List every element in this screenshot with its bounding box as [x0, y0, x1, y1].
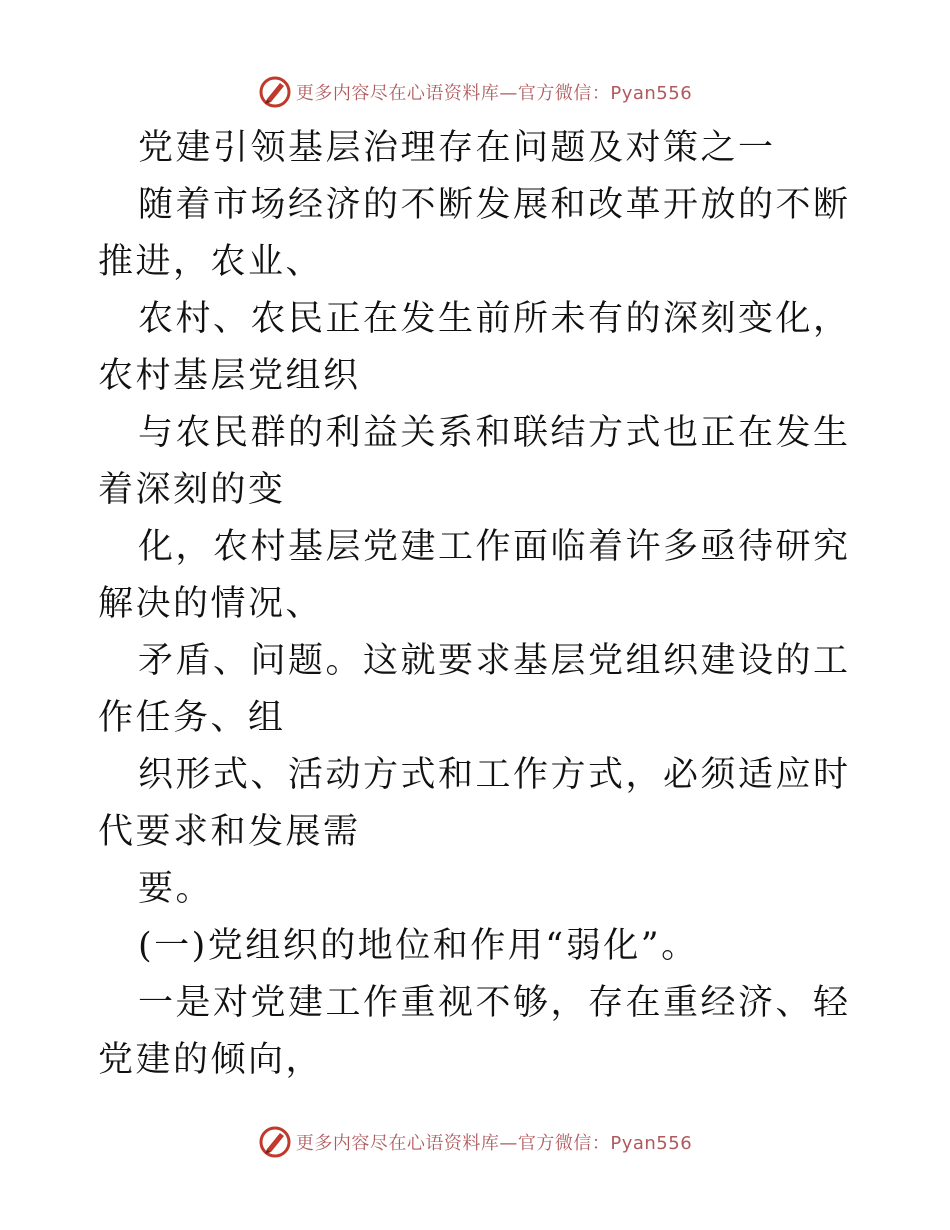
paragraph: 矛盾、问题。这就要求基层党组织建设的工作任务、组 [98, 641, 851, 738]
paragraph: 农村、农民正在发生前所未有的深刻变化，农村基层党组织 [98, 299, 851, 396]
paragraph: 随着市场经济的不断发展和改革开放的不断推进，农业、 [98, 185, 851, 282]
document-title: 党建引领基层治理存在问题及对策之一 [138, 128, 776, 168]
document-body [98, 120, 858, 1089]
header-banner [0, 72, 950, 112]
pen-logo-icon [258, 75, 292, 109]
paragraph: 一是对党建工作重视不够，存在重经济、轻党建的倾向， [98, 983, 851, 1080]
header-banner-text: 更多内容尽在心语资料库—官方微信：Pyan556 [295, 83, 693, 104]
section-heading: (一)党组织的地位和作用“弱化”。 [138, 926, 699, 966]
paragraph: 织形式、活动方式和工作方式，必须适应时代要求和发展需 [98, 755, 851, 852]
paragraph: 与农民群的利益关系和联结方式也正在发生着深刻的变 [98, 413, 851, 510]
footer-banner-text: 更多内容尽在心语资料库—官方微信：Pyan556 [295, 1133, 693, 1154]
pen-logo-icon [258, 1125, 292, 1159]
footer-banner [0, 1122, 950, 1162]
paragraph: 要。 [138, 869, 214, 909]
paragraph: 化，农村基层党建工作面临着许多亟待研究解决的情况、 [98, 527, 851, 624]
